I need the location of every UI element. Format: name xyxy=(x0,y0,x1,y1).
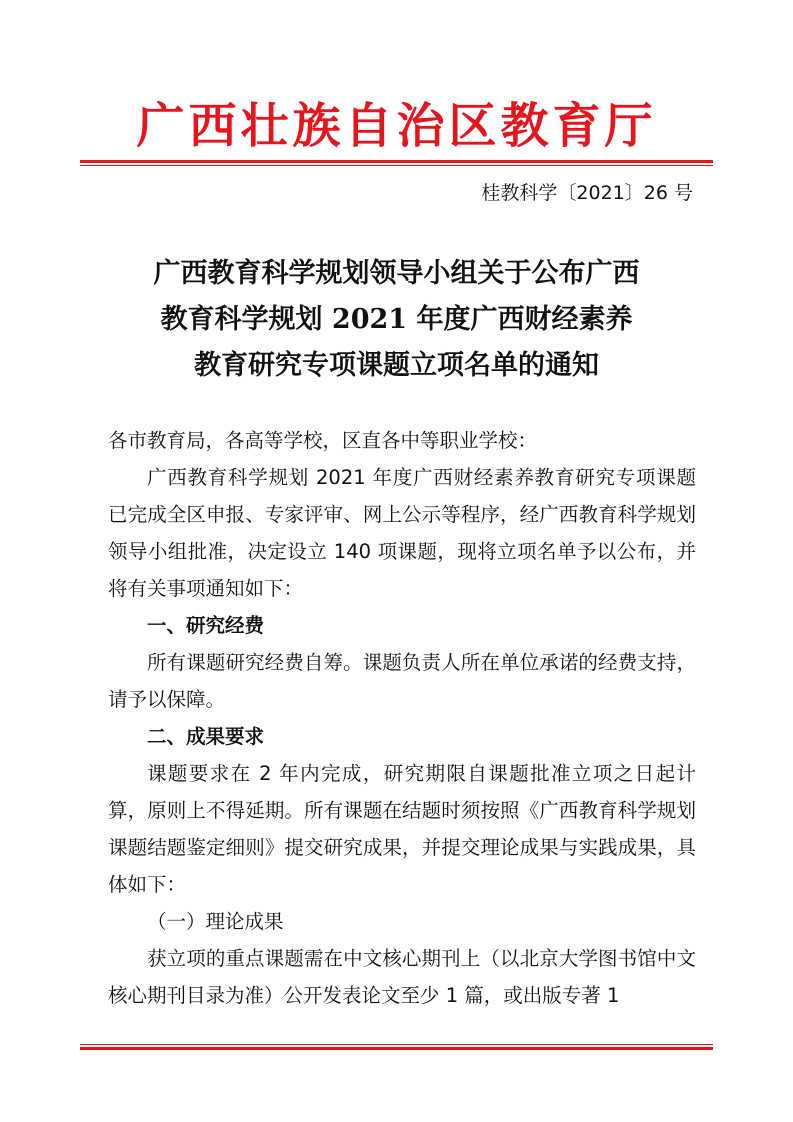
section-heading-funding: 一、研究经费 xyxy=(147,614,265,637)
salutation: 各市教育局，各高等学校，区直各中等职业学校： xyxy=(108,429,538,452)
title-line-2: 教育科学规划 2021 年度广西财经素养 xyxy=(160,304,633,335)
title-line-3: 教育研究专项课题立项名单的通知 xyxy=(194,350,599,381)
subsection-heading-theory: （一）理论成果 xyxy=(147,910,284,933)
section-heading-outcomes: 二、成果要求 xyxy=(147,725,265,748)
footer-divider-thin xyxy=(80,1044,713,1045)
funding-paragraph: 所有课题研究经费自筹。课题负责人所在单位承诺的经费支持，请予以保障。 xyxy=(108,651,696,711)
document-title xyxy=(60,251,733,389)
header-divider-thick xyxy=(80,160,713,163)
document-number: 桂教科学〔2021〕26 号 xyxy=(481,182,693,204)
footer-divider-thick xyxy=(80,1047,713,1050)
title-line-1: 广西教育科学规划领导小组关于公布广西 xyxy=(153,258,640,289)
document-body xyxy=(108,422,696,1014)
theory-paragraph: 获立项的重点课题需在中文核心期刊上（以北京大学图书馆中文核心期刊目录为准）公开发表论文至少 1 篇，或出版专著 1 xyxy=(108,947,696,1007)
intro-paragraph: 广西教育科学规划 2021 年度广西财经素养教育研究专项课题已完成全区申报、专家评审、网上公示等程序，经广西教育科学规划领导小组批准，决定设立 140 项课题，现将立项名单予以公布，并将有关事项通知如下： xyxy=(108,466,696,600)
outcomes-paragraph: 课题要求在 2 年内完成，研究期限自课题批准立项之日起计算，原则上不得延期。所有课题在结题时须按照《广西教育科学规划课题结题鉴定细则》提交研究成果，并提交理论成果与实践成果，具体如下： xyxy=(108,762,696,896)
issuing-authority-header: 广西壮族自治区教育厅 xyxy=(136,98,657,154)
header-divider-thin xyxy=(80,165,713,166)
